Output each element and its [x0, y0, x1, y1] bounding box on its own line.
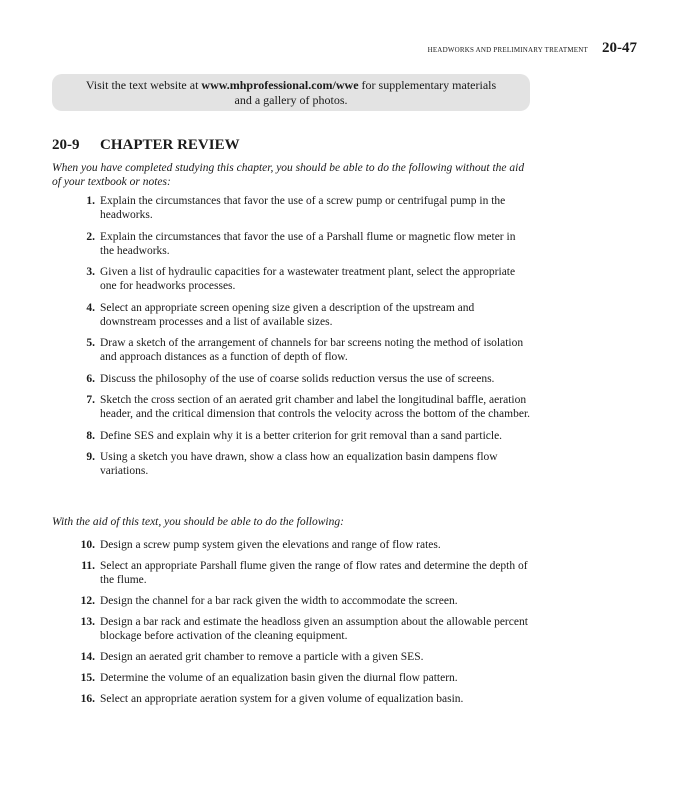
list-item: 10. Design a screw pump system given the elevations and range of flow rates.: [80, 539, 441, 551]
list-item: 4. Select an appropriate screen opening size given a description of the upstream and downstream processes and a list of available sizes.: [86, 301, 475, 328]
list-item: 14. Design an aerated grit chamber to remove a particle with a given SES.: [80, 651, 424, 663]
list-item: 5. Draw a sketch of the arrangement of channels for bar screens noting the method of isolation and approach distances as a function of depth of flow.: [86, 337, 524, 363]
list-item: 7. Sketch the cross section of an aerated grit chamber and label the longitudinal baffle, aeration header, and the critical dimension that controls the velocity across the bottom of the chamber.: [86, 394, 531, 420]
objectives-without-aid: [52, 194, 532, 486]
list-item: 1. Explain the circumstances that favor the use of a screw pump or centrifugal pump in the headworks.: [86, 195, 506, 221]
website-link[interactable]: www.mhprofessional.com/wwe: [201, 78, 359, 92]
list-item: 9. Using a sketch you have drawn, show a class how an equalization basin dampens flow variations.: [86, 451, 498, 477]
section-heading: [52, 137, 240, 154]
list-item: 15. Determine the volume of an equalization basin given the diurnal flow pattern.: [80, 672, 458, 684]
list-item: 13. Design a bar rack and estimate the headloss given an assumption about the allowable percent blockage before activation of the cleaning equipment.: [80, 616, 528, 642]
page-number: 20-47: [602, 40, 637, 56]
list-item: 16. Select an appropriate aeration system for a given volume of equalization basin.: [80, 693, 464, 705]
section-title: CHAPTER REVIEW: [100, 137, 240, 153]
running-header: [428, 40, 637, 57]
section-number: 20-9: [52, 137, 80, 153]
website-callout-line2: and a gallery of photos.: [234, 93, 348, 107]
website-callout-line1: Visit the text website at www.mhprofessional.com/wwe for supplementary materials: [85, 78, 497, 92]
objectives-with-aid: [52, 538, 532, 713]
list-item: 2. Explain the circumstances that favor the use of a Parshall flume or magnetic flow meter in the headworks.: [86, 230, 516, 257]
website-callout: [52, 74, 530, 111]
list-item: 8. Define SES and explain why it is a better criterion for grit removal than a sand particle.: [86, 429, 503, 442]
intro-with-aid: With the aid of this text, you should be able to do the following:: [52, 516, 344, 528]
running-title: HEADWORKS AND PRELIMINARY TREATMENT: [427, 46, 588, 54]
list-item: 11. Select an appropriate Parshall flume given the range of flow rates and determine the depth of the flume.: [81, 560, 528, 586]
list-item: 6. Discuss the philosophy of the use of coarse solids reduction versus the use of screens.: [86, 372, 495, 385]
list-item: 3. Given a list of hydraulic capacities for a wastewater treatment plant, select the appropriate one for headworks processes.: [86, 266, 516, 292]
intro-without-aid: When you have completed studying this chapter, you should be able to do the following without the aid of your textbook or notes:: [52, 162, 525, 188]
list-item: 12. Design the channel for a bar rack given the width to accommodate the screen.: [80, 595, 458, 607]
